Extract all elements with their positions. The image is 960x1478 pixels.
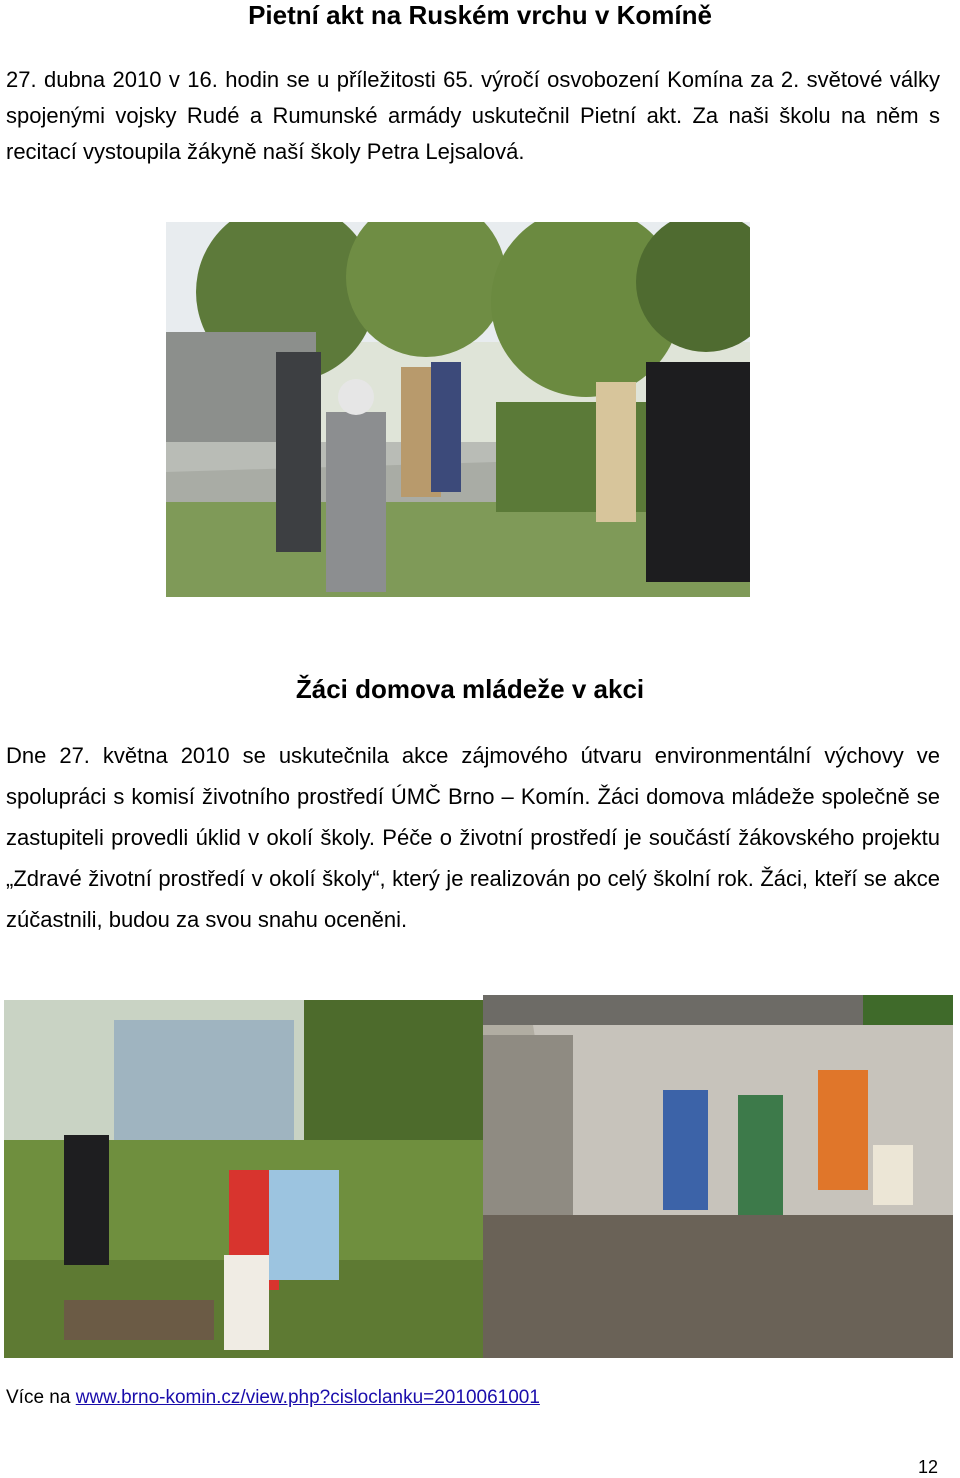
article-url-link[interactable]: www.brno-komin.cz/view.php?cisloclanku=2010061001 [75,1387,540,1408]
photo-memorial-ceremony [166,222,750,597]
page-number: 12 [917,1457,938,1477]
article-title-zaci-domova: Žáci domova mládeže v akci [295,674,645,704]
photo-students-sweeping-stairs [483,995,953,1358]
footer-more-link [6,1386,540,1410]
article-paragraph-pietni-akt: 27. dubna 2010 v 16. hodin se u příležitosti 65. výročí osvobození Komína za 2. světové války spojenými vojsky Rudé a Rumunské armády uskutečnil Pietní akt. Za naši školu na něm s recitací vystoupila žákyně naší školy Petra Lejsalová. [6,67,940,164]
footer-prefix: Více na [6,1387,76,1408]
article-title-pietni-akt: Pietní akt na Ruském vrchu v Komíně [248,0,712,30]
photo-students-cleaning-grass [4,1000,483,1358]
article-paragraph-zaci-domova: Dne 27. května 2010 se uskutečnila akce zájmového útvaru environmentální výchovy ve spolupráci s komisí životního prostředí ÚMČ Brno – Komín. Žáci domova mládeže společně se zastupiteli provedli úklid v okolí školy. Péče o životní prostředí je součástí žákovského projektu „Zdravé životní prostředí v okolí školy“, který je realizován po celý školní rok. Žáci, kteří se akce zúčastnili, budou za svou snahu oceněni. [6,743,940,932]
